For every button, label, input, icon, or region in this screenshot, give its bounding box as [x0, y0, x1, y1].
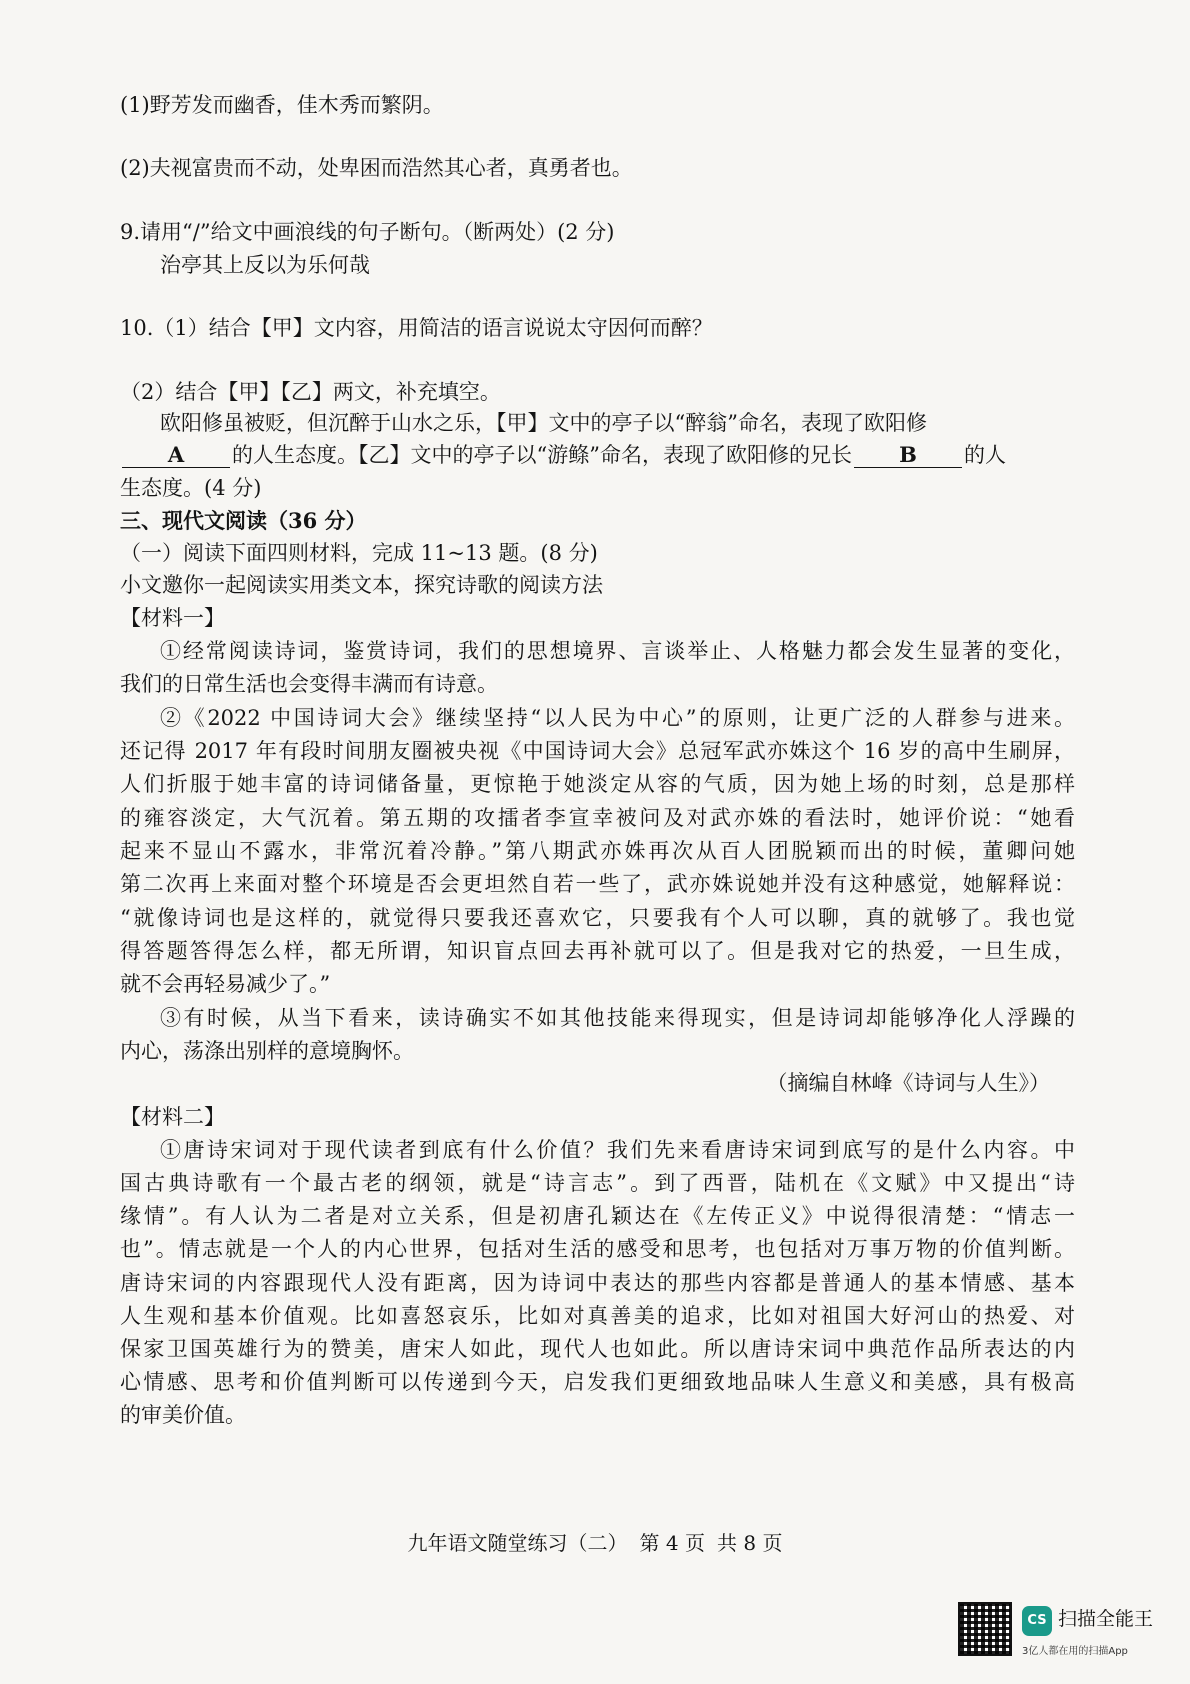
- qr-code-icon: [958, 1602, 1012, 1656]
- material2-title: 【材料二】: [120, 1105, 225, 1129]
- material1-line: 人们折服于她丰富的诗词储备量，更惊艳于她淡定从容的气质，因为她上场的时刻，总是那样: [120, 772, 1075, 796]
- material2-line: 心情感、思考和价值判断可以传递到今天，启发我们更细致地品味人生意义和美感，具有极高: [120, 1370, 1075, 1394]
- q10-2-prompt: （2）结合【甲】【乙】两文，补充填空。: [120, 380, 501, 404]
- watermark-name: 扫描全能王: [1058, 1608, 1154, 1630]
- section3-intro: 小文邀你一起阅读实用类文本，探究诗歌的阅读方法: [120, 573, 603, 597]
- watermark-slogan: 3亿人都在用的扫描App: [1022, 1646, 1128, 1657]
- material1-line: 就不会再轻易减少了。”: [120, 972, 331, 996]
- q10-2-line2-mid: 的人生态度。【乙】文中的亭子以“游鲦”命名，表现了欧阳修的兄长: [232, 443, 852, 467]
- material1-line: 的雍容淡定，大气沉着。第五期的攻擂者李宣幸被问及对武亦姝的看法时，她评价说：“她看: [120, 806, 1075, 830]
- q10-2-line2: [120, 440, 1006, 470]
- material2-line: 唐诗宋词的内容跟现代人没有距离，因为诗词中表达的那些内容都是普通人的基本情感、基本: [120, 1271, 1075, 1295]
- material1-line: 第二次再上来面对整个环境是否会更坦然自若一些了，武亦姝说她并没有这种感觉，她解释说：: [120, 872, 1075, 896]
- q8-sentence-2: (2)夫视富贵而不动，处卑困而浩然其心者，真勇者也。: [120, 156, 633, 180]
- page-footer: [0, 1528, 1190, 1558]
- section3-title: 三、现代文阅读（36 分）: [120, 508, 367, 533]
- material1-line: ②《2022 中国诗词大会》继续坚持“以人民为中心”的原则，让更广泛的人群参与进来。: [160, 706, 1075, 730]
- material2-line: 也”。情志就是一个人的内心世界，包括对生活的感受和思考，也包括对万事万物的价值判断。: [120, 1237, 1075, 1261]
- q9-sentence: 治亭其上反以为乐何哉: [160, 253, 370, 277]
- q9-prompt: 9.请用“/”给文中画浪线的句子断句。（断两处）(2 分): [120, 220, 615, 244]
- q10-2-line1: 欧阳修虽被贬，但沉醉于山水之乐，【甲】文中的亭子以“醉翁”命名，表现了欧阳修: [160, 411, 927, 435]
- material1-line: 还记得 2017 年有段时间朋友圈被央视《中国诗词大会》总冠军武亦姝这个 16 岁的高中生刷屏，: [120, 739, 1075, 763]
- material2-line: ①唐诗宋词对于现代读者到底有什么价值？我们先来看唐诗宋词到底写的是什么内容。中: [160, 1138, 1075, 1162]
- footer-page: 第 4 页: [639, 1531, 705, 1555]
- material1-line: 内心，荡涤出别样的意境胸怀。: [120, 1039, 414, 1063]
- material2-line: 的审美价值。: [120, 1403, 246, 1427]
- q10-2-line2-end: 的人: [963, 443, 1006, 467]
- material2-line: 国古典诗歌有一个最古老的纲领，就是“诗言志”。到了西晋，陆机在《文赋》中又提出“诗: [120, 1171, 1075, 1195]
- material1-line: ①经常阅读诗词，鉴赏诗词，我们的思想境界、言谈举止、人格魅力都会发生显著的变化，: [160, 639, 1075, 663]
- material1-line: “就像诗词也是这样的，就觉得只要我还喜欢它，只要我有个人可以聊，真的就够了。我也觉: [120, 906, 1075, 930]
- material2-line: 人生观和基本价值观。比如喜怒哀乐，比如对真善美的追求，比如对祖国大好河山的热爱、对: [120, 1304, 1075, 1328]
- material1-line: 得答题答得怎么样，都无所谓，知识盲点回去再补就可以了。但是我对它的热爱，一旦生成，: [120, 939, 1075, 963]
- blank-a: A: [122, 443, 230, 468]
- footer-title: 九年语文随堂练习（二）: [407, 1531, 628, 1555]
- material2-line: 保家卫国英雄行为的赞美，唐宋人如此，现代人也如此。所以唐诗宋词中典范作品所表达的内: [120, 1337, 1075, 1361]
- scanner-watermark: [958, 1600, 1154, 1664]
- material1-title: 【材料一】: [120, 606, 225, 630]
- section3-part1: （一）阅读下面四则材料，完成 11~13 题。(8 分): [120, 541, 598, 565]
- material1-line: 起来不显山不露水，非常沉着冷静。”第八期武亦姝再次从百人团脱颖而出的时候，董卿问她: [120, 839, 1075, 863]
- material1-source: （摘编自林峰《诗词与人生》）: [766, 1071, 1050, 1095]
- material2-line: 缘情”。有人认为二者是对立关系，但是初唐孔颖达在《左传正义》中说得很清楚：“情志一: [120, 1204, 1075, 1228]
- q10-1-prompt: 10.（1）结合【甲】文内容，用简洁的语言说说太守因何而醉？: [120, 316, 713, 340]
- q10-2-line3: 生态度。(4 分): [120, 476, 262, 500]
- cs-logo-icon: CS: [1022, 1606, 1052, 1636]
- material1-line: ③有时候，从当下看来，读诗确实不如其他技能来得现实，但是诗词却能够净化人浮躁的: [160, 1006, 1075, 1030]
- material1-line: 我们的日常生活也会变得丰满而有诗意。: [120, 672, 498, 696]
- footer-total: 共 8 页: [717, 1531, 783, 1555]
- blank-b: B: [854, 443, 962, 468]
- q8-sentence-1: (1)野芳发而幽香，佳木秀而繁阴。: [120, 93, 444, 117]
